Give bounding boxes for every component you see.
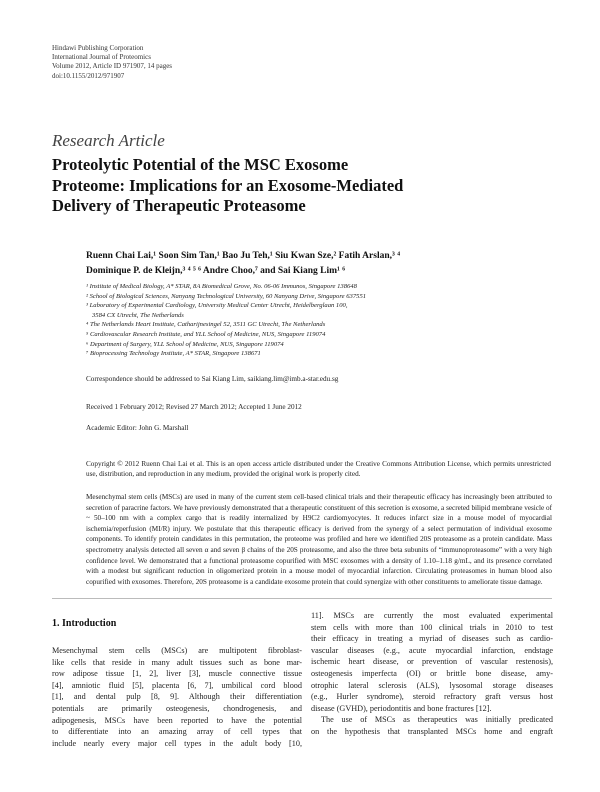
journal-header (52, 44, 172, 81)
affiliation: ² School of Biological Sciences, Nanyang Technological University, 60 Nanyang Drive, Singapore 637551 (86, 292, 367, 300)
body-line: to differentiate into an amazing array of cell types that (52, 727, 302, 737)
volume-info: Volume 2012, Article ID 971907, 14 pages (52, 62, 173, 71)
body-line: (e.g., Hurler syndrome), steroid refractory graft versus host (311, 692, 553, 702)
article-type-label: Research Article (52, 131, 165, 150)
doi: doi:10.1155/2012/971907 (52, 71, 125, 80)
affiliation: ⁵ Cardiovascular Research Institute, and YLL School of Medicine, NUS, Singapore 119074 (86, 330, 326, 338)
journal-name: International Journal of Proteomics (52, 53, 151, 62)
body-line: adipogenesis, MSCs have been reported to have the potential (52, 715, 302, 725)
body-line: include nearly every major cell types in the adult body [10, (52, 738, 302, 748)
body-column-left (52, 645, 302, 749)
abstract: Mesenchymal stem cells (MSCs) are used in many of the current stem cell-based clinical trials and their therapeutic efficacy has increasingly been attributed to secretion of paracrine factors. We have previously demonstrated that a therapeutic constituent of this secretion is exosome, a secreted bilipid membrane vesicle of ~ 50–100 nm with a complex cargo that is readily internalized by H9C2 cardiomyocytes. It reduces infarct size in a mouse model of myocardial ischemia/reperfusion (MI/R) injury. We postulate that this therapeutic efficacy is derived from the synergy of a select permutation of individual exosome components. To identify protein candidates in this permutation, the proteome was profiled and here we identified 20S proteasome as a protein candidate. Mass spectrometry analysis detected all seven α and seven β chains of the 20S proteasome, and also the three beta subunits of “immunoproteasome” with a very high confidence level. We demonstrated that a functional proteasome copurified with MSC exosomes with a density of 1.10–1.18 g/mL, and its presence correlated with a modest but significant reduction in oligomerized protein in a mouse model of myocardial infarction. Circulating proteasomes in human blood also copurified with exosomes. Therefore, 20S proteasome is a candidate exosome protein that could synergize with other constituents to ameliorate tissue damage. (86, 493, 552, 586)
publisher-name: Hindawi Publishing Corporation (52, 44, 144, 52)
affiliation-list (86, 282, 546, 359)
body-line: osteogenesis imperfecta (OI) or brittle bone disease, amy- (311, 668, 553, 678)
body-line: like cells that reside in many adult tissues such as bone mar- (52, 657, 302, 667)
affiliation: ⁴ The Netherlands Heart Institute, Catharijnesingel 52, 3511 GC Utrecht, The Netherlands (86, 321, 326, 329)
title-line: Delivery of Therapeutic Proteasome (52, 196, 306, 215)
section-divider (52, 598, 552, 599)
correspondence-note: Correspondence should be addressed to Sai Kiang Lim, saikiang.lim@imb.a-star.edu.sg (86, 375, 339, 383)
body-line: Mesenchymal stem cells (MSCs) are multipotent fibroblast- (52, 646, 302, 655)
body-line: 11]. MSCs are currently the most evaluated experimental (311, 611, 553, 620)
title-line: Proteome: Implications for an Exosome-Mediated (52, 175, 404, 195)
body-column-right (311, 610, 553, 738)
affiliation-continued: 3584 CX Utrecht, The Netherlands (92, 311, 184, 319)
body-line: stem cells with more than 100 clinical trials in 2010 to test (311, 622, 553, 632)
academic-editor: Academic Editor: John G. Marshall (86, 424, 189, 432)
body-line: otrophic lateral sclerosis (ALS), lysosomal storage diseases (311, 680, 553, 690)
body-line: The use of MSCs as therapeutics was initially predicated (321, 715, 553, 725)
body-line: disease (GVHD), periodontitis and bone fractures [12]. (311, 703, 492, 713)
body-line: on the hypothesis that transplanted MSCs home and engraft (311, 726, 553, 736)
author-line: Ruenn Chai Lai,¹ Soon Sim Tan,¹ Bao Ju Teh,¹ Siu Kwan Sze,² Fatih Arslan,³ ⁴ (86, 251, 401, 261)
author-list (86, 249, 556, 278)
body-line: ischemic heart disease, or prevention of vascular restenosis), (311, 657, 553, 667)
affiliation: ¹ Institute of Medical Biology, A* STAR, 8A Biomedical Grove, No. 06-06 Immunos, Singapore 138648 (86, 283, 357, 290)
copyright-notice: Copyright © 2012 Ruenn Chai Lai et al. This is an open access article distributed under the Creative Commons Attribution License, which permits unrestricted use, distribution, and reproduction in any medium, provided the original work is properly cited. (86, 460, 551, 478)
title-line: Proteolytic Potential of the MSC Exosome (52, 155, 349, 174)
body-line: row adipose tissue [1, 2], liver [3], muscle connective tissue (52, 669, 302, 679)
body-line: vascular diseases (e.g., acute myocardial infarction, endstage (311, 645, 553, 655)
body-line: potentials are primarily osteogenesis, chondrogenesis, and (52, 703, 302, 713)
paper-title (52, 155, 532, 217)
affiliation: ⁷ Bioprocessing Technology Institute, A* STAR, Singapore 138671 (86, 350, 261, 358)
body-line: their efficacy in treating a myriad of diseases such as cardio- (311, 634, 553, 644)
section-heading: 1. Introduction (52, 618, 117, 629)
author-line: Dominique P. de Kleijn,³ ⁴ ⁵ ⁶ Andre Choo,⁷ and Sai Kiang Lim¹ ⁶ (86, 265, 346, 276)
body-line: [4], amniotic fluid [5], placenta [6, 7], umbilical cord blood (52, 680, 302, 690)
publication-dates: Received 1 February 2012; Revised 27 March 2012; Accepted 1 June 2012 (86, 403, 302, 411)
body-line: [1], and dental pulp [8, 9]. Although their differentiation (52, 692, 302, 702)
affiliation: ³ Laboratory of Experimental Cardiology, University Medical Center Utrecht, Heidelberglaan 100, (86, 302, 348, 310)
affiliation: ⁶ Department of Surgery, YLL School of Medicine, NUS, Singapore 119074 (86, 340, 284, 348)
